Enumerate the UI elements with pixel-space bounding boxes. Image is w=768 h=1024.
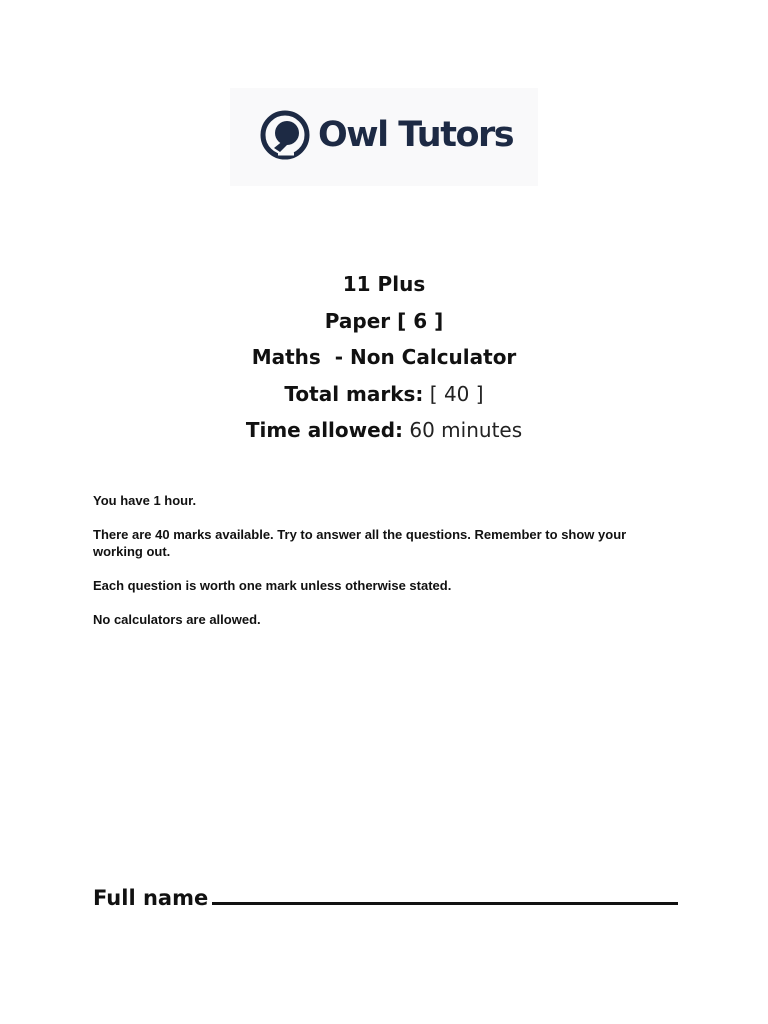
- paper-number: Paper [ 6 ]: [324, 308, 444, 333]
- instruction-line: Each question is worth one mark unless otherwise stated.: [93, 578, 452, 593]
- full-name-field[interactable]: [93, 883, 678, 913]
- instruction-line: There are 40 marks available. Try to answer all the questions. Remember to show your working out.: [93, 527, 627, 559]
- total-marks-label: Total marks:: [284, 381, 424, 406]
- logo-text: Owl Tutors: [318, 115, 514, 155]
- level-title: 11 Plus: [342, 272, 426, 296]
- full-name-line[interactable]: [212, 902, 678, 905]
- instruction-line: No calculators are allowed.: [93, 612, 261, 627]
- owl-logo-icon: [260, 110, 312, 162]
- subject-title: Maths - Non Calculator: [251, 345, 517, 369]
- time-allowed: [0, 412, 768, 449]
- total-marks-value: [ 40 ]: [423, 381, 484, 406]
- time-allowed-value: 60 minutes: [403, 418, 523, 442]
- instructions: [93, 492, 678, 645]
- instruction-line: You have 1 hour.: [93, 493, 197, 508]
- cover-title-block: [0, 266, 768, 449]
- time-allowed-label: Time allowed:: [245, 418, 404, 442]
- logo: [230, 88, 538, 186]
- total-marks: [0, 376, 768, 413]
- full-name-label: Full name: [93, 886, 209, 910]
